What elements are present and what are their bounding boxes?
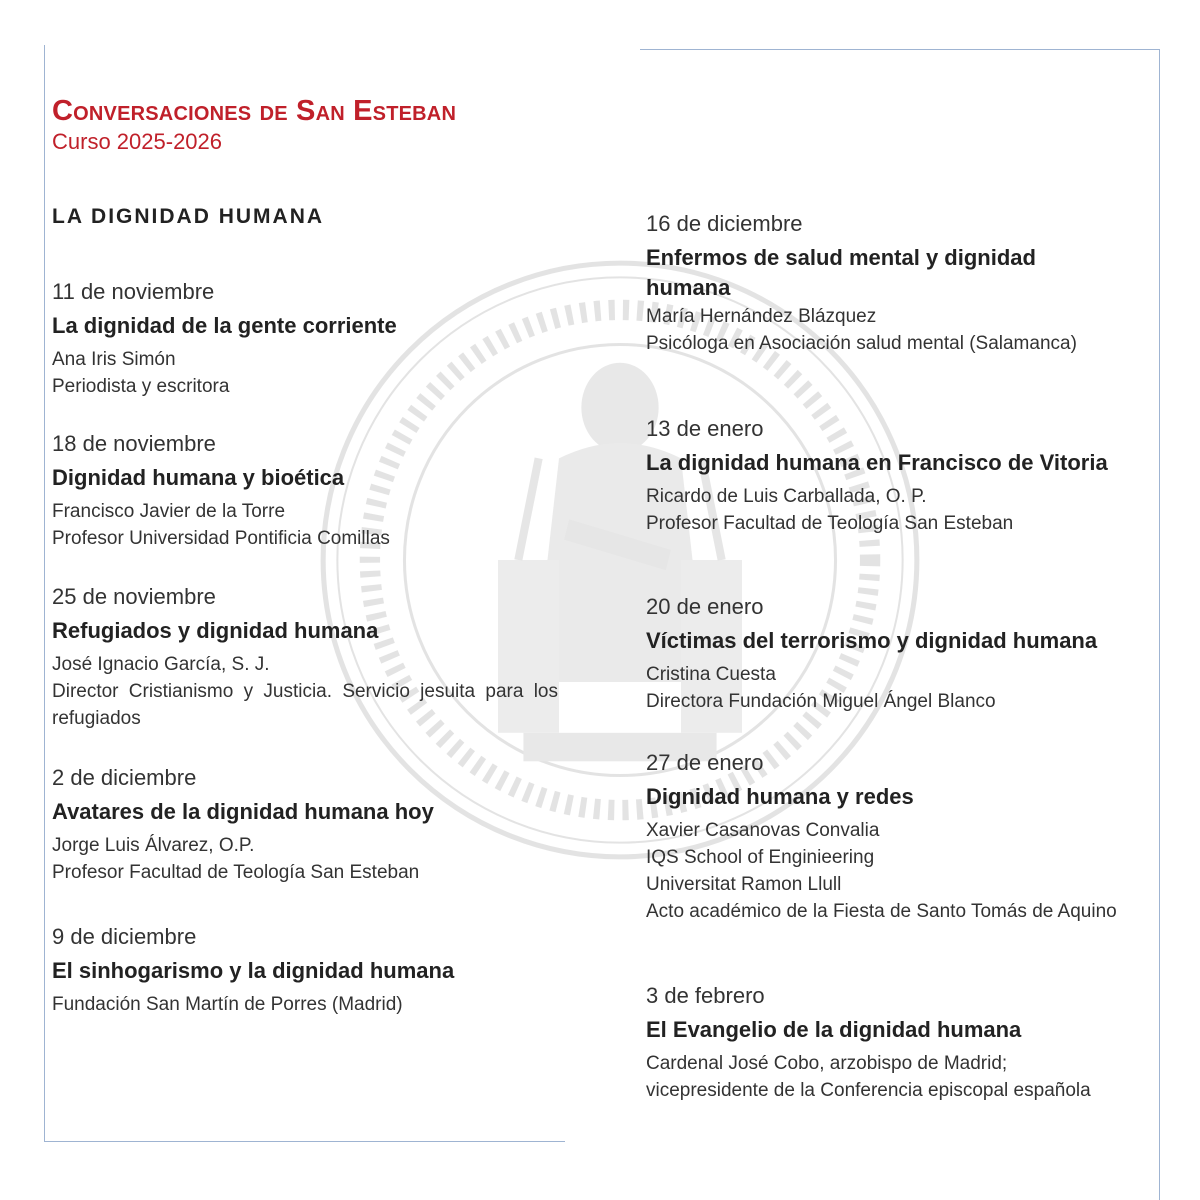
event-date: 13 de enero <box>646 416 764 441</box>
event-date: 27 de enero <box>646 750 764 775</box>
event-title: El Evangelio de la dignidad humana <box>646 1017 1022 1042</box>
frame-left-vertical-line <box>44 45 45 1142</box>
speaker-line: Psicóloga en Asociación salud mental (Salamanca) <box>646 333 1077 354</box>
event-item <box>52 923 552 1018</box>
event-title: Refugiados y dignidad humana <box>52 618 379 643</box>
event-speaker <box>52 832 552 886</box>
event-speaker <box>52 346 552 400</box>
speaker-line: Ricardo de Luis Carballada, O. P. <box>646 486 927 507</box>
event-speaker <box>646 661 1156 715</box>
speaker-line: Profesor Facultad de Teología San Esteban <box>52 862 420 883</box>
event-item <box>646 593 1156 715</box>
speaker-line: María Hernández Blázquez <box>646 306 877 327</box>
event-date: 9 de diciembre <box>52 924 197 949</box>
event-item <box>52 764 552 886</box>
event-title: Dignidad humana y redes <box>646 784 914 809</box>
event-speaker <box>646 483 1116 537</box>
frame-right-top-line <box>640 49 1160 50</box>
speaker-line: IQS School of Enginieering <box>646 847 875 868</box>
event-item <box>646 415 1116 537</box>
event-speaker <box>646 303 1116 357</box>
event-title: Enfermos de salud mental y dignidad humana <box>646 245 1036 300</box>
frame-left-bottom-line <box>44 1141 565 1142</box>
event-date: 11 de noviembre <box>52 279 215 304</box>
header <box>52 94 456 156</box>
event-item <box>646 982 1126 1104</box>
speaker-line: Acto académico de la Fiesta de Santo Tomás de Aquino <box>646 901 1117 922</box>
event-item <box>52 430 552 552</box>
page-title: Conversaciones de San Esteban <box>52 95 457 127</box>
event-speaker <box>52 651 558 732</box>
frame-right-vertical-line <box>1159 49 1160 1200</box>
event-date: 18 de noviembre <box>52 431 216 456</box>
speaker-line: Xavier Casanovas Convalia <box>646 820 880 841</box>
speaker-line: Cristina Cuesta <box>646 664 776 685</box>
event-speaker <box>52 991 552 1018</box>
speaker-line: Cardenal José Cobo, arzobispo de Madrid; vicepresidente de la Conferencia episcopal española <box>646 1053 1091 1101</box>
speaker-line: Profesor Universidad Pontificia Comillas <box>52 528 390 549</box>
page-subtitle: Curso 2025-2026 <box>52 129 223 154</box>
event-speaker <box>646 1050 1126 1104</box>
speaker-line: José Ignacio García, S. J. <box>52 654 270 675</box>
event-date: 16 de diciembre <box>646 211 803 236</box>
speaker-line: Directora Fundación Miguel Ángel Blanco <box>646 691 996 712</box>
event-item <box>646 749 1146 925</box>
event-title: Dignidad humana y bioética <box>52 465 345 490</box>
event-date: 20 de enero <box>646 594 764 619</box>
speaker-line: Ana Iris Simón <box>52 349 176 370</box>
speaker-line: Periodista y escritora <box>52 376 230 397</box>
event-date: 3 de febrero <box>646 983 765 1008</box>
speaker-line: Profesor Facultad de Teología San Esteban <box>646 513 1014 534</box>
speaker-line: Francisco Javier de la Torre <box>52 501 286 522</box>
event-title: El sinhogarismo y la dignidad humana <box>52 958 455 983</box>
event-speaker <box>646 817 1146 925</box>
event-item <box>52 583 558 732</box>
event-speaker <box>52 498 552 552</box>
event-title: Víctimas del terrorismo y dignidad humana <box>646 628 1098 653</box>
section-title: LA DIGNIDAD HUMANA <box>52 205 325 228</box>
speaker-line: Director Cristianismo y Justicia. Servicio jesuita para los refugiados <box>52 681 558 729</box>
speaker-line: Jorge Luis Álvarez, O.P. <box>52 835 255 856</box>
speaker-line: Fundación San Martín de Porres (Madrid) <box>52 994 403 1015</box>
event-title: La dignidad de la gente corriente <box>52 313 397 338</box>
event-item <box>52 278 552 400</box>
event-item <box>646 210 1116 357</box>
event-title: La dignidad humana en Francisco de Vitoria <box>646 450 1108 475</box>
event-title: Avatares de la dignidad humana hoy <box>52 799 434 824</box>
event-date: 2 de diciembre <box>52 765 197 790</box>
speaker-line: Universitat Ramon Llull <box>646 874 842 895</box>
event-date: 25 de noviembre <box>52 584 216 609</box>
